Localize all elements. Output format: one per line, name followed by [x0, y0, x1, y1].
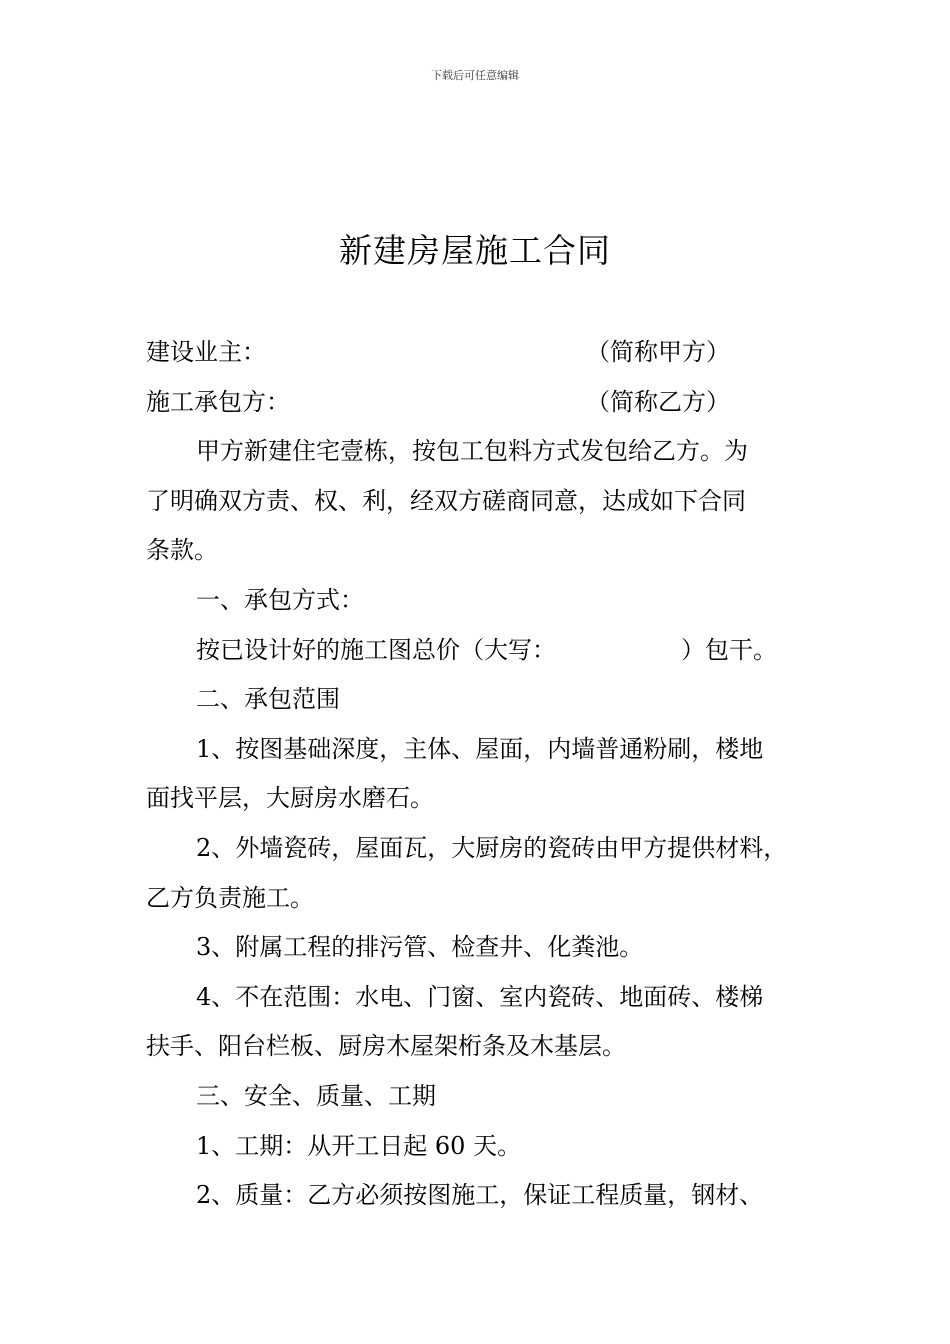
section-1-text: [146, 626, 816, 676]
section-2-item-4-line-1: 4、不在范围：水电、门窗、室内瓷砖、地面砖、楼梯: [196, 982, 764, 1011]
owner-abbreviation: （简称甲方）: [586, 338, 730, 366]
intro-line-3: 条款。: [146, 536, 218, 565]
contractor-line: [146, 378, 816, 428]
intro-line-2: 了明确双方责、权、利，经双方磋商同意，达成如下合同: [146, 486, 746, 515]
header-note: 下载后可任意编辑: [431, 69, 519, 82]
section-2-item-1-line-2: 面找平层，大厨房水磨石。: [146, 784, 434, 813]
section-1-text-after: ）包干。: [681, 635, 777, 664]
section-3-heading: 三、安全、质量、工期: [196, 1081, 436, 1110]
section-1-heading: 一、承包方式：: [196, 585, 364, 614]
owner-label: 建设业主：: [146, 338, 266, 366]
section-2-item-3: 3、附属工程的排污管、检查井、化粪池。: [196, 933, 644, 962]
section-2-item-4-line-2: 扶手、阳台栏板、厨房木屋架桁条及木基层。: [146, 1032, 626, 1061]
section-2-item-2-line-2: 乙方负责施工。: [146, 883, 314, 912]
section-2-item-2-line-1: 2、外墙瓷砖，屋面瓦，大厨房的瓷砖由甲方提供材料，: [196, 833, 788, 862]
section-2-heading: 二、承包范围: [196, 685, 340, 714]
contract-body: [146, 328, 816, 1221]
contractor-label: 施工承包方：: [146, 387, 290, 416]
section-3-item-2-line-1: 2、质量：乙方必须按图施工，保证工程质量，钢材、: [196, 1181, 764, 1210]
contractor-abbreviation: （简称乙方）: [586, 387, 730, 416]
intro-line-1: 甲方新建住宅壹栋，按包工包料方式发包给乙方。为: [196, 437, 748, 466]
section-2-item-1-line-1: 1、按图基础深度，主体、屋面，内墙普通粉刷，楼地: [196, 734, 764, 763]
owner-line: [146, 328, 816, 378]
section-1-text-before: 按已设计好的施工图总价（大写：: [196, 635, 556, 664]
page-title: 新建房屋施工合同: [339, 231, 611, 270]
section-3-item-1: 1、工期：从开工日起 60 天。: [196, 1131, 522, 1160]
